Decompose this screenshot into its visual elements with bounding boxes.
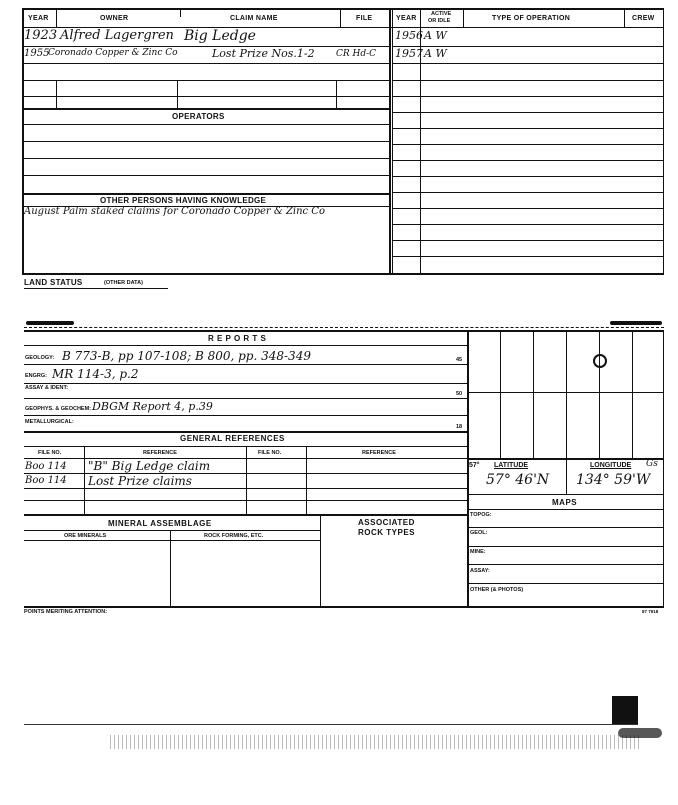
- owner-row-1-owner: Alfred Lagergren: [60, 28, 174, 43]
- latitude-label: LATITUDE: [494, 462, 529, 469]
- smudge-mark: [26, 321, 74, 325]
- ore-minerals-label: ORE MINERALS: [64, 533, 107, 539]
- geology-label: GEOLOGY:: [25, 355, 55, 361]
- assay-num: 50: [456, 391, 463, 397]
- header-file: FILE: [356, 15, 373, 22]
- ref-col-reference: REFERENCE: [143, 450, 177, 456]
- geology-num: 45: [456, 357, 463, 363]
- land-status-title: LAND STATUS: [24, 278, 83, 287]
- header-year: YEAR: [28, 15, 49, 22]
- header-owner: OWNER: [100, 15, 129, 22]
- operation-row-2-year: 1957: [395, 47, 423, 60]
- scan-artifact: [110, 735, 640, 749]
- land-status-sub: (OTHER DATA): [104, 280, 143, 286]
- maps-assay: ASSAY:: [470, 568, 490, 574]
- engrg-label: ENGRG:: [25, 373, 47, 379]
- ref-col-file-2: FILE NO.: [258, 450, 282, 456]
- general-references-title: GENERAL REFERENCES: [180, 434, 285, 443]
- ref-row-1-reference: "B" Big Ledge claim: [88, 459, 211, 473]
- header-type-of-operation: TYPE OF OPERATION: [492, 15, 571, 22]
- points-meriting-attention: POINTS MERITING ATTENTION:: [24, 609, 108, 615]
- geophys-value: DBGM Report 4, p.39: [92, 400, 213, 413]
- ref-col-reference-2: REFERENCE: [362, 450, 396, 456]
- associated-label-2: ROCK TYPES: [358, 528, 416, 537]
- latitude-value: 57° 46'N: [486, 472, 550, 488]
- longitude-label: LONGITUDE: [590, 462, 632, 469]
- ref-col-file: FILE NO.: [38, 450, 62, 456]
- maps-topog: TOPOG:: [470, 512, 492, 518]
- maps-geol: GEOL:: [470, 530, 488, 536]
- form-number: 87 7918: [642, 609, 659, 614]
- owner-row-2-claim: Lost Prize Nos.1-2: [212, 47, 315, 60]
- reports-title: R E P O R T S: [208, 334, 267, 343]
- operation-row-1-year: 1956: [395, 29, 423, 42]
- longitude-value: 134° 59'W: [576, 472, 651, 488]
- header-or-idle: OR IDLE: [428, 18, 451, 24]
- owner-row-1-claim: Big Ledge: [184, 28, 256, 44]
- header-year-ops: YEAR: [396, 15, 417, 22]
- header-active: ACTIVE: [431, 11, 452, 17]
- scan-artifact: [612, 696, 638, 724]
- engrg-value: MR 114-3, p.2: [52, 367, 139, 381]
- scan-artifact: [618, 728, 662, 738]
- geology-value: B 773-B, pp 107-108; B 800, pp. 348-349: [62, 349, 311, 363]
- smudge-mark: [610, 321, 662, 325]
- rock-forming-label: ROCK FORMING, ETC.: [204, 533, 264, 539]
- header-crew: CREW: [632, 15, 655, 22]
- geophys-label: GEOPHYS. & GEOCHEM:: [25, 406, 92, 412]
- owner-row-2-owner: Coronado Copper & Zinc Co: [48, 48, 178, 58]
- metallurgical-num: 18: [456, 424, 463, 430]
- operators-title: OPERATORS: [172, 112, 225, 121]
- header-claim-name: CLAIM NAME: [230, 15, 278, 22]
- owner-row-2-file: CR Hd-C: [336, 49, 377, 59]
- maps-title: MAPS: [552, 498, 578, 507]
- ref-row-1-file: Boo 114: [25, 461, 67, 472]
- owner-row-1-year: 1923: [24, 28, 58, 43]
- location-marker-icon: [593, 354, 607, 368]
- other-persons-text: August Palm staked claims for Coronado Copper & Zinc Co: [24, 206, 325, 217]
- associated-label-1: ASSOCIATED: [358, 518, 415, 527]
- maps-mine: MINE:: [470, 549, 486, 555]
- ref-row-2-file: Boo 114: [25, 475, 67, 486]
- owner-row-2-year: 1955: [24, 48, 50, 59]
- metallurgical-label: METALLURGICAL:: [25, 419, 74, 425]
- operation-row-1-status: A W: [424, 29, 447, 42]
- mineral-title: MINERAL ASSEMBLAGE: [108, 519, 212, 528]
- latitude-prefix: 57°: [469, 462, 480, 469]
- ref-row-2-reference: Lost Prize claims: [88, 474, 192, 488]
- operation-row-2-status: A W: [424, 47, 447, 60]
- maps-other: OTHER (& PHOTOS): [470, 587, 524, 593]
- assay-label: ASSAY & IDENT:: [25, 385, 69, 391]
- longitude-suffix: Gs: [646, 459, 658, 469]
- other-persons-title: OTHER PERSONS HAVING KNOWLEDGE: [100, 196, 267, 205]
